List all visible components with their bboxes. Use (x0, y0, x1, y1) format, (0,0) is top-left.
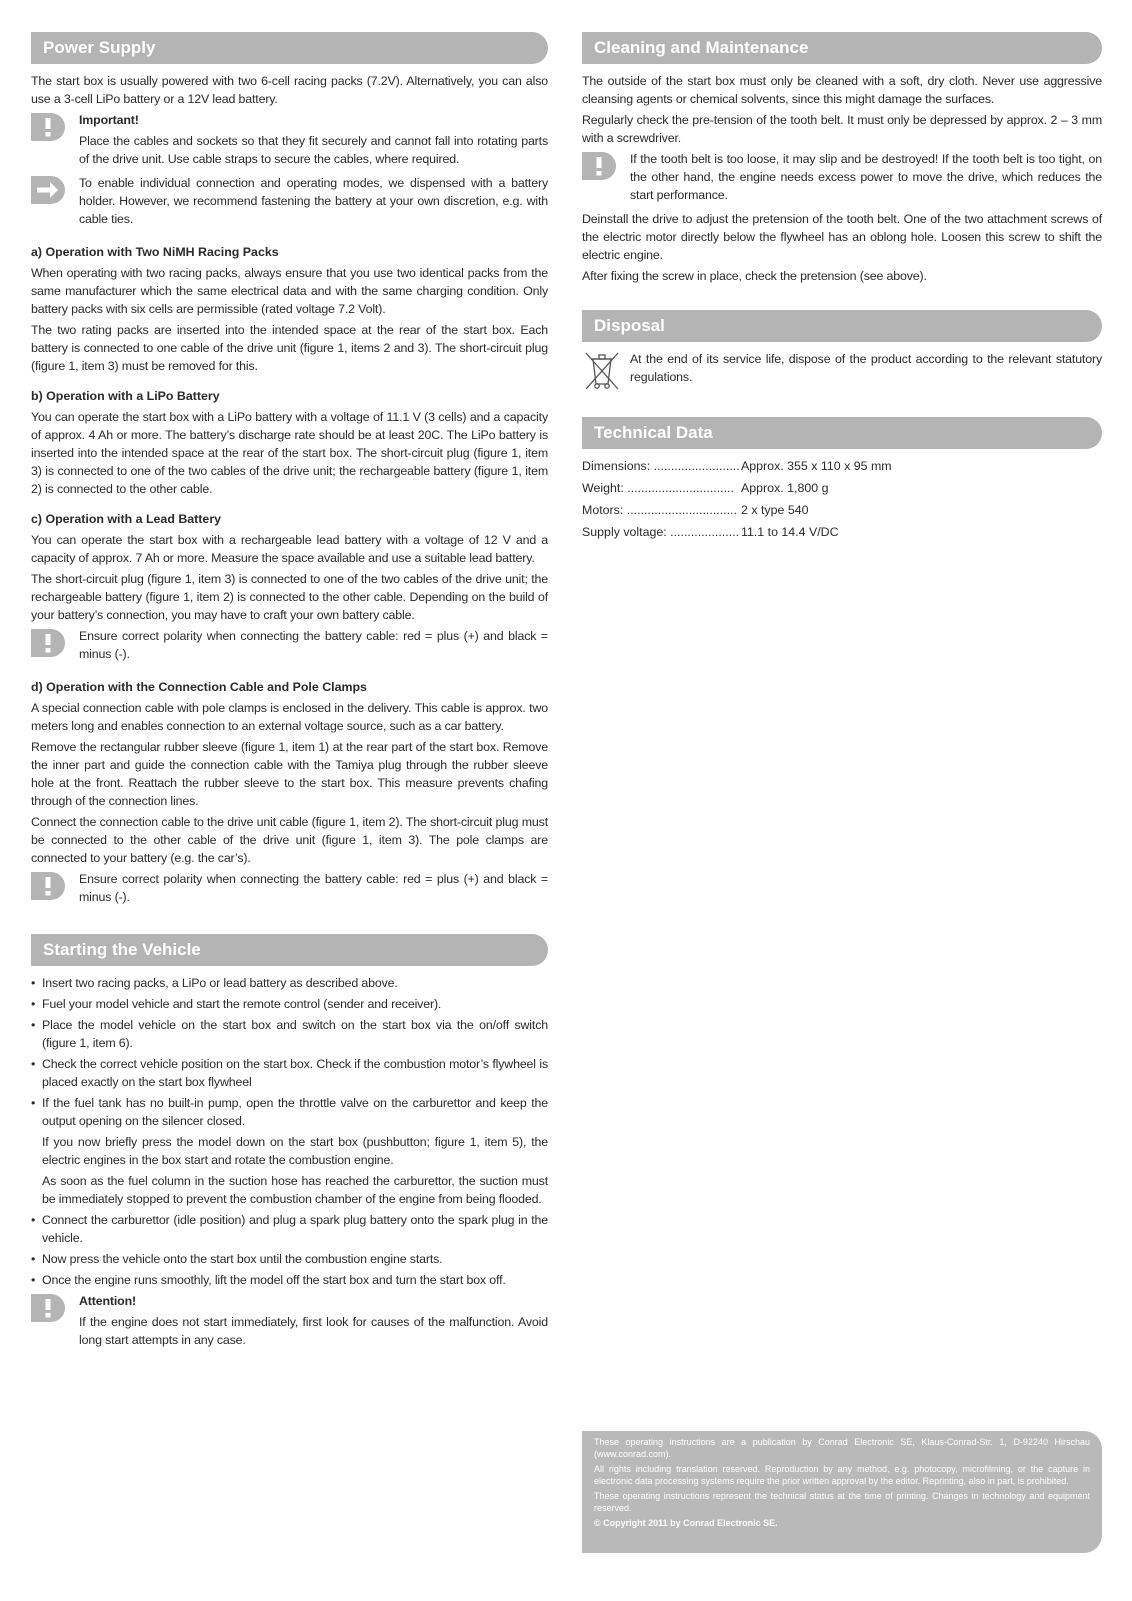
polarity-note-c-text: Ensure correct polarity when connecting the battery cable: red = plus (+) and black = minus (-). (79, 629, 548, 661)
cleaning-paragraph-1: The outside of the start box must only be cleaned with a soft, dry cloth. Never use aggressive cleansing agents or chemical solvents, since this might damage the surfaces. (582, 74, 1102, 106)
tip-note (31, 174, 548, 231)
left-column (31, 32, 548, 1355)
subheading-d: d) Operation with the Connection Cable and Pole Clamps (31, 680, 367, 694)
list-item: • Insert two racing packs, a LiPo or lead battery as described above. (31, 976, 398, 990)
list-item: • Once the engine runs smoothly, lift the model off the start box and turn the start box off. (31, 1273, 506, 1287)
tech-value: Approx. 355 x 110 x 95 mm (741, 459, 892, 473)
c-paragraph-2: The short-circuit plug (figure 1, item 3) is connected to one of the two cables of the drive unit; the rechargeable battery (figure 1, item 2) is connected to the other cable. Depending on the build of your battery’s connection, you may have to craft your own battery cable. (31, 572, 548, 622)
list-item: • Now press the vehicle onto the start box until the combustion engine starts. (31, 1252, 443, 1266)
subheading-c: c) Operation with a Lead Battery (31, 512, 222, 526)
tooth-belt-note-text: If the tooth belt is too loose, it may slip and be destroyed! If the tooth belt is too tight, on the other hand, the engine needs excess power to move the drive, which reduces the start performance. (630, 152, 1102, 202)
table-row (582, 457, 1102, 475)
table-row (582, 479, 1102, 497)
polarity-note-d-text: Ensure correct polarity when connecting the battery cable: red = plus (+) and black = minus (-). (79, 872, 548, 904)
a-paragraph-2: The two rating packs are inserted into the intended space at the rear of the start box. Each battery is connected to one cable of the drive unit (figure 1, items 2 and 3). The short-circuit plug (figure 1, item 3) must be removed for this. (31, 323, 548, 373)
power-supply-intro: The start box is usually powered with two 6-cell racing packs (7.2V). Alternatively, you can also use a 3-cell LiPo battery or a 12V lead battery. (31, 74, 548, 106)
section-heading-starting: Starting the Vehicle (31, 934, 548, 966)
polarity-note-d (31, 870, 548, 909)
subheading-a: a) Operation with Two NiMH Racing Packs (31, 245, 279, 259)
right-column (582, 32, 1102, 545)
section-heading-technical: Technical Data (582, 417, 1102, 449)
copyright-notice: © Copyright 2011 by Conrad Electronic SE. (594, 1518, 778, 1528)
tech-value: Approx. 1,800 g (741, 481, 829, 495)
attention-text: If the engine does not start immediately, first look for causes of the malfunction. Avoid long start attempts in any case. (79, 1315, 548, 1347)
b-paragraph-1: You can operate the start box with a LiPo battery with a voltage of 11.1 V (3 cells) and a capacity of approx. 4 Ah or more. The battery’s discharge rate should be at least 20C. The LiPo battery is inserted into the intended space at the rear of the start box. The short-circuit plug (figure 1, item 3) is connected to one of the two cables of the drive unit; the rechargeable battery (figure 1, item 2) is connected to the other cable. (31, 410, 548, 496)
tip-text: To enable individual connection and operating modes, we dispensed with a battery holder. However, we recommend fastening the battery at your own discretion, e.g. with cable ties. (79, 176, 548, 226)
section-heading-power-supply: Power Supply (31, 32, 548, 64)
imprint-paragraph-3: These operating instructions represent the technical status at the time of printing. Changes in technology and equipment reserved. (594, 1491, 1090, 1513)
tech-label: Supply voltage: .................... (582, 525, 740, 539)
polarity-note-c (31, 627, 548, 666)
a-paragraph-1: When operating with two racing packs, always ensure that you use two identical packs from the same manufacturer which the same electrical data and with the same charging condition. Only battery packs with six cells are permissible (rated voltage 7.2 Volt). (31, 266, 548, 316)
section-heading-disposal: Disposal (582, 310, 1102, 342)
tech-value: 11.1 to 14.4 V/DC (741, 525, 839, 539)
list-item: • Connect the carburettor (idle position) and plug a spark plug battery onto the spark plug in the vehicle. (31, 1213, 548, 1245)
exclamation-icon (31, 1294, 65, 1322)
list-item: • If the fuel tank has no built-in pump, open the throttle valve on the carburettor and keep the output opening on the silencer closed. (31, 1096, 548, 1128)
attention-title: Attention! (79, 1294, 136, 1308)
list-item: • Place the model vehicle on the start box and switch on the start box via the on/off switch (figure 1, item 6). (31, 1018, 548, 1050)
exclamation-icon (582, 152, 616, 180)
imprint-paragraph-2: All rights including translation reserved. Reproduction by any method, e.g. photocopy, microfilming, or the capture in electronic data processing systems require the prior written approval by the editor. Reprinting, also in part, is prohibited. (594, 1464, 1090, 1486)
d-paragraph-2: Remove the rectangular rubber sleeve (figure 1, item 1) at the rear part of the start box. Remove the inner part and guide the connection cable with the Tamiya plug through the rubber sleeve hole at the front. Reattach the rubber sleeve to the start box. This measure prevents chafing through of the connection lines. (31, 740, 548, 808)
attention-note (31, 1292, 548, 1352)
starting-steps-list (31, 974, 548, 1289)
arrow-right-icon (31, 176, 65, 204)
cleaning-paragraph-4: After fixing the screw in place, check the pretension (see above). (582, 269, 927, 283)
tech-label: Dimensions: ......................... (582, 459, 740, 473)
subheading-b: b) Operation with a LiPo Battery (31, 389, 220, 403)
imprint-paragraph-1: These operating instructions are a publication by Conrad Electronic SE, Klaus-Conrad-Str. 1, D-92240 Hirschau (www.conrad.com). (594, 1437, 1090, 1459)
technical-data-table (582, 457, 1102, 541)
important-title: Important! (79, 113, 139, 127)
cleaning-paragraph-2: Regularly check the pre-tension of the tooth belt. It must only be depressed by approx. 2 – 3 mm with a screwdriver. (582, 113, 1102, 145)
d-paragraph-1: A special connection cable with pole clamps is enclosed in the delivery. This cable is approx. two meters long and enables connection to an external voltage source, such as a car battery. (31, 701, 548, 733)
tech-label: Motors: ................................ (582, 503, 737, 517)
section-heading-cleaning: Cleaning and Maintenance (582, 32, 1102, 64)
table-row (582, 523, 1102, 541)
exclamation-icon (31, 113, 65, 141)
disposal-note (582, 350, 1102, 392)
list-item-continuation: As soon as the fuel column in the suction hose has reached the carburettor, the suction must be immediately stopped to prevent the combustion chamber of the engine from being flooded. (42, 1174, 548, 1206)
disposal-text: At the end of its service life, dispose of the product according to the relevant statutory regulations. (630, 352, 1102, 384)
table-row (582, 501, 1102, 519)
weee-bin-icon (582, 350, 622, 392)
important-note (31, 111, 548, 171)
cleaning-paragraph-3: Deinstall the drive to adjust the pretension of the tooth belt. One of the two attachment screws of the electric motor directly below the flywheel has an oblong hole. Loosen this screw to shift the electric engine. (582, 212, 1102, 262)
tech-value: 2 x type 540 (741, 503, 809, 517)
exclamation-icon (31, 629, 65, 657)
tooth-belt-note (582, 150, 1102, 207)
list-item-continuation: If you now briefly press the model down on the start box (pushbutton; figure 1, item 5), the electric engines in the box start and rotate the combustion engine. (42, 1135, 548, 1167)
c-paragraph-1: You can operate the start box with a rechargeable lead battery with a voltage of 12 V and a capacity of approx. 7 Ah or more. Measure the space available and use a suitable lead battery. (31, 533, 548, 565)
tech-label: Weight: ............................... (582, 481, 734, 495)
list-item: • Check the correct vehicle position on the start box. Check if the combustion motor’s flywheel is placed exactly on the start box flywheel (31, 1057, 548, 1089)
exclamation-icon (31, 872, 65, 900)
d-paragraph-3: Connect the connection cable to the drive unit cable (figure 1, item 2). The short-circuit plug must be connected to the other cable of the drive unit (figure 1, item 3). The pole clamps are connected to your battery (e.g. the car’s). (31, 815, 548, 865)
important-text: Place the cables and sockets so that they fit securely and cannot fall into rotating parts of the drive unit. Use cable straps to secure the cables, where required. (79, 134, 548, 166)
imprint-footer (582, 1431, 1102, 1553)
list-item: • Fuel your model vehicle and start the remote control (sender and receiver). (31, 997, 442, 1011)
